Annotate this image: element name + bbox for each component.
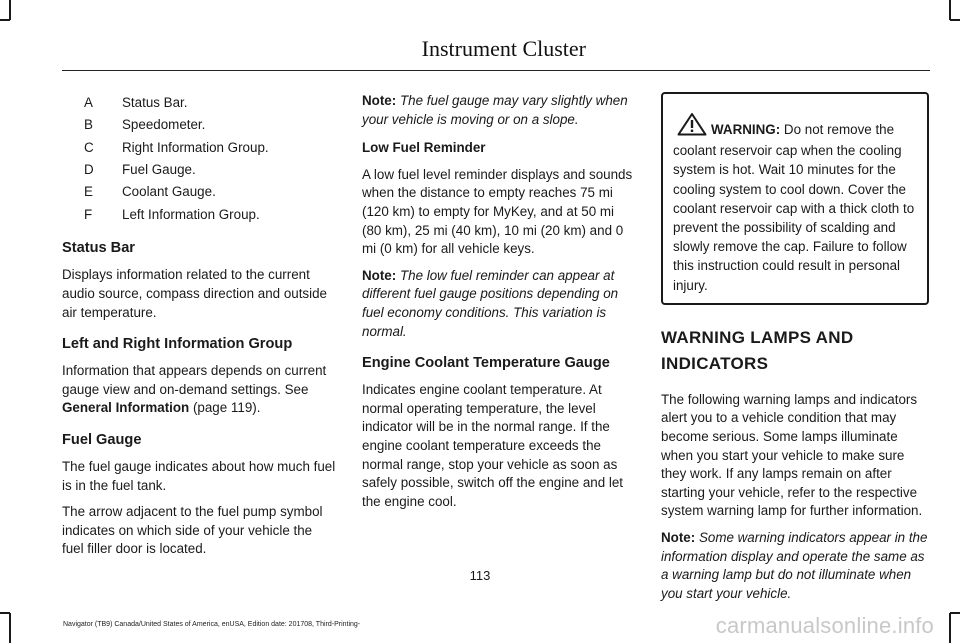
- legend-item: [62, 182, 337, 204]
- note-label: Note:: [362, 93, 397, 108]
- legend-text: Left Information Group.: [122, 206, 260, 222]
- legend-text: Right Information Group.: [122, 139, 269, 155]
- warning-box: [661, 92, 929, 305]
- legend-letter: A: [84, 94, 93, 110]
- fuel-gauge-heading: Fuel Gauge: [62, 431, 142, 448]
- legend-item: [62, 92, 337, 114]
- document-info: Navigator (TB9) Canada/United States of America, enUSA, Edition date: 201708, Third-Printing-: [63, 621, 361, 628]
- page-number: 113: [469, 568, 491, 583]
- note: [362, 92, 634, 129]
- legend-item: [62, 137, 337, 159]
- legend-letter: D: [84, 162, 94, 178]
- section-heading-line: WARNING LAMPS AND: [661, 327, 854, 347]
- legend-text: Status Bar.: [122, 94, 188, 110]
- callout-legend: [62, 92, 337, 226]
- legend-item: [62, 159, 337, 181]
- crop-mark: [949, 0, 951, 20]
- watermark: carmanualsonline.info: [715, 613, 934, 638]
- info-group-text: Information that appears depends on current gauge view and on-demand settings. See: [62, 363, 327, 397]
- crop-mark: [9, 613, 11, 643]
- legend-letter: F: [84, 206, 93, 222]
- note-text: Some warning indicators appear in the information display and operate the same as a warning lamp but do not illuminate when you start your vehicle.: [661, 529, 928, 601]
- page-reference: (page 119).: [189, 400, 261, 416]
- note: [362, 267, 634, 341]
- legend-letter: B: [84, 117, 93, 133]
- crop-mark: [950, 19, 960, 21]
- warning-triangle-icon: [677, 112, 707, 141]
- note-text: The fuel gauge may vary slightly when your vehicle is moving or on a slope.: [362, 93, 628, 127]
- warning-text: Do not remove the coolant reservoir cap when the cooling system is hot. Wait 10 minutes for the cooling system to cool down. Cover the coolant reservoir cap with a thick cloth to prevent the possibility of scalding and slowly remove the cap. Failure to follow this instruction could result in personal injury.: [673, 122, 915, 293]
- fuel-gauge-paragraph: The arrow adjacent to the fuel pump symbol indicates on which side of your vehicle the fuel filler door is located.: [62, 504, 323, 557]
- note-label: Note:: [362, 267, 397, 283]
- column-middle: [362, 92, 634, 519]
- legend-text: Speedometer.: [122, 117, 206, 133]
- status-bar-body: Displays information related to the current audio source, compass direction and outside air temperature.: [62, 267, 327, 320]
- title-divider: [62, 70, 930, 71]
- column-left: [62, 92, 337, 567]
- crop-mark: [949, 613, 951, 643]
- warning-label: WARNING:: [711, 122, 781, 137]
- legend-text: Fuel Gauge.: [122, 162, 196, 178]
- coolant-gauge-heading: Engine Coolant Temperature Gauge: [362, 355, 610, 372]
- legend-letter: C: [84, 139, 94, 155]
- coolant-gauge-body: Indicates engine coolant temperature. At normal operating temperature, the level indicator will be in the normal range. If the engine coolant temperature exceeds the normal range, stop your vehicle as soon as safely possible, switch off the engine and let the engine cool.: [362, 382, 624, 509]
- section-heading-line: INDICATORS: [661, 353, 769, 373]
- section-heading: [661, 325, 929, 377]
- crop-mark: [9, 0, 11, 20]
- crop-mark: [0, 19, 10, 21]
- legend-item: [62, 204, 337, 226]
- low-fuel-heading: Low Fuel Reminder: [362, 140, 486, 156]
- legend-text: Coolant Gauge.: [122, 184, 216, 200]
- status-bar-heading: Status Bar: [62, 240, 135, 257]
- note-text: The low fuel reminder can appear at different fuel gauge positions depending on fuel economy conditions. This variation is normal.: [362, 267, 619, 339]
- legend-item: [62, 114, 337, 136]
- page-title: Instrument Cluster: [421, 36, 586, 61]
- crop-mark: [950, 612, 960, 614]
- fuel-gauge-paragraph: The fuel gauge indicates about how much fuel is in the fuel tank.: [62, 458, 336, 493]
- info-group-body: [62, 362, 337, 418]
- crop-mark: [0, 612, 10, 614]
- note-label: Note:: [661, 529, 696, 545]
- info-group-heading: Left and Right Information Group: [62, 336, 293, 353]
- low-fuel-body: A low fuel level reminder displays and sounds when the distance to empty reaches 75 mi (120 km) to empty for MyKey, and at 50 mi (80 km), 25 mi (40 km), 10 mi (20 km) and 0 mi (0 km) for all vehicle keys.: [362, 166, 633, 257]
- general-information-link[interactable]: General Information: [62, 400, 190, 416]
- note: [661, 529, 929, 603]
- column-right: [661, 92, 929, 611]
- legend-letter: E: [84, 184, 93, 200]
- warning-lamps-body: The following warning lamps and indicators alert you to a vehicle condition that may become serious. Some lamps illuminate when you start your vehicle to make sure they work. If any lamps remain on after starting your vehicle, refer to the respective system warning lamp for further information.: [661, 391, 923, 519]
